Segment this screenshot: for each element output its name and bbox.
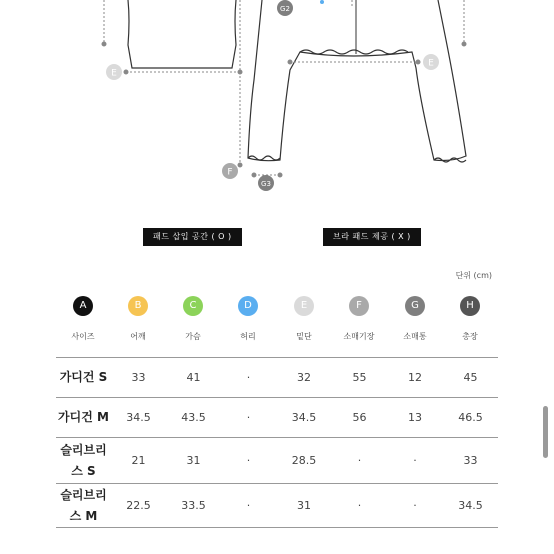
table-cell: 31 xyxy=(166,438,221,484)
table-cell: 13 xyxy=(387,398,443,438)
sleeveless-outline xyxy=(128,0,236,68)
svg-text:G3: G3 xyxy=(261,180,271,188)
column-header-row xyxy=(0,331,554,345)
row-size-name: 슬리브리스 M xyxy=(56,484,111,528)
table-row xyxy=(56,358,498,398)
table-row xyxy=(56,398,498,438)
table-cell: 22.5 xyxy=(111,484,166,528)
column-header-chest: 가슴 xyxy=(185,332,201,341)
legend-circle-f: F xyxy=(349,296,369,316)
table-row xyxy=(56,438,498,484)
table-cell: 43.5 xyxy=(166,398,221,438)
table-cell: 31 xyxy=(276,484,332,528)
bra-pad-badge: 브라 패드 제공 ( X ) xyxy=(323,228,421,246)
unit-label: 단위 (cm) xyxy=(455,271,492,280)
table-cell: 55 xyxy=(332,358,387,398)
pad-insert-badge: 패드 삽입 공간 ( O ) xyxy=(143,228,242,246)
svg-text:E: E xyxy=(111,68,117,79)
row-size-name: 슬리브리스 S xyxy=(56,438,111,484)
measure-lines xyxy=(102,0,466,177)
table-cell: 41 xyxy=(166,358,221,398)
marker-g3 xyxy=(258,175,274,191)
legend-circle-d: D xyxy=(238,296,258,316)
legend-circle-c: C xyxy=(183,296,203,316)
table-cell: · xyxy=(332,484,387,528)
table-cell: 34.5 xyxy=(276,398,332,438)
table-cell: · xyxy=(332,438,387,484)
table-cell: · xyxy=(387,484,443,528)
svg-text:E: E xyxy=(428,58,434,69)
table-cell: 33 xyxy=(443,438,498,484)
table-cell: 28.5 xyxy=(276,438,332,484)
table-cell: 33.5 xyxy=(166,484,221,528)
table-cell: · xyxy=(221,398,276,438)
cardigan-outline xyxy=(248,0,466,162)
legend-circle-h: H xyxy=(460,296,480,316)
column-header-sleeve-length: 소매기장 xyxy=(343,332,375,341)
svg-text:F: F xyxy=(227,167,233,178)
vertical-scrollbar[interactable] xyxy=(543,406,548,458)
column-header-waist: 허리 xyxy=(240,332,256,341)
marker-f xyxy=(222,163,238,179)
marker-e-left xyxy=(106,64,122,80)
waist-marker-dot xyxy=(320,0,324,4)
svg-text:G2: G2 xyxy=(280,5,290,13)
legend-row xyxy=(0,296,554,318)
row-size-name: 가디건 S xyxy=(56,358,111,398)
table-cell: · xyxy=(221,484,276,528)
size-table xyxy=(56,357,498,528)
legend-circle-b: B xyxy=(128,296,148,316)
table-cell: 34.5 xyxy=(111,398,166,438)
table-row xyxy=(56,484,498,528)
column-header-sleeve-width: 소매통 xyxy=(403,332,427,341)
table-cell: 32 xyxy=(276,358,332,398)
marker-e-right xyxy=(423,54,439,70)
legend-circle-a: A xyxy=(73,296,93,316)
column-header-shoulder: 어깨 xyxy=(130,332,146,341)
row-size-name: 가디건 M xyxy=(56,398,111,438)
table-cell: 34.5 xyxy=(443,484,498,528)
table-cell: 45 xyxy=(443,358,498,398)
marker-g2 xyxy=(277,0,293,16)
garment-illustration xyxy=(0,0,554,200)
table-cell: · xyxy=(221,438,276,484)
table-cell: · xyxy=(387,438,443,484)
legend-circle-g: G xyxy=(405,296,425,316)
table-cell: 12 xyxy=(387,358,443,398)
column-header-size: 사이즈 xyxy=(71,332,95,341)
legend-circle-e: E xyxy=(294,296,314,316)
table-cell: 21 xyxy=(111,438,166,484)
table-cell: 56 xyxy=(332,398,387,438)
column-header-total-length: 총장 xyxy=(462,332,478,341)
table-cell: 46.5 xyxy=(443,398,498,438)
column-header-hem: 밑단 xyxy=(296,332,312,341)
table-cell: 33 xyxy=(111,358,166,398)
table-cell: · xyxy=(221,358,276,398)
